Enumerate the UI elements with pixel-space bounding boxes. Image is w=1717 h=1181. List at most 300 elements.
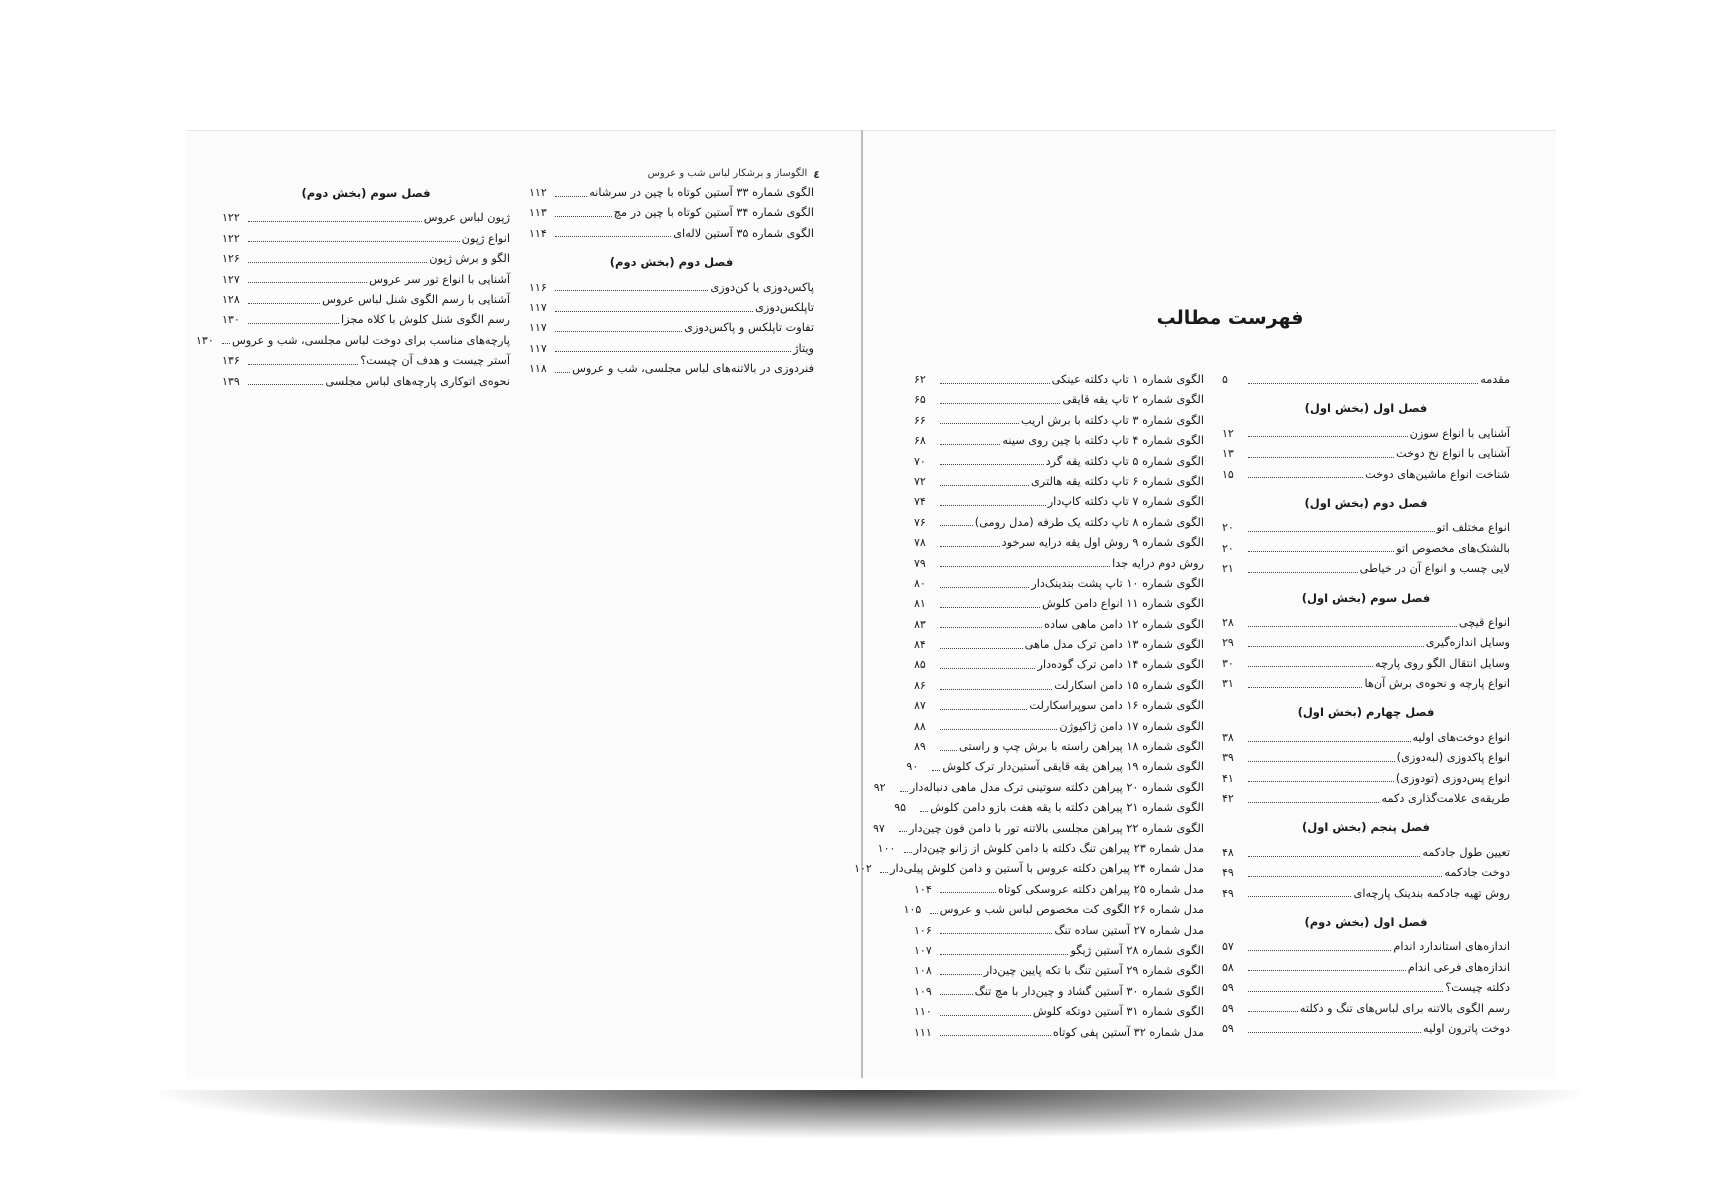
dot-leader bbox=[940, 525, 973, 526]
toc-entry-title: انواع مختلف اتو bbox=[1436, 521, 1510, 535]
toc-entry-page: ۲۹ bbox=[1222, 636, 1234, 650]
toc-entry-title: الگوی شماره ۱۹ پیراهن یقه قایقی آستین‌دار ترک کلوش bbox=[942, 760, 1204, 774]
toc-entry-title: الگوی شماره ۳۴ آستین کوتاه با چین در مچ bbox=[613, 206, 814, 220]
toc-entry[interactable] bbox=[1222, 978, 1510, 998]
dot-leader bbox=[248, 303, 320, 304]
dot-leader bbox=[555, 216, 612, 217]
toc-entry[interactable] bbox=[529, 224, 814, 244]
toc-entry-title: دکلته چیست؟ bbox=[1445, 981, 1510, 995]
dot-leader bbox=[940, 505, 1046, 506]
toc-entry[interactable] bbox=[222, 310, 510, 330]
toc-entry-page: ۸۰ bbox=[914, 576, 926, 590]
toc-entry-page: ۱۰۸ bbox=[914, 964, 932, 978]
toc-entry[interactable] bbox=[914, 615, 1204, 635]
toc-entry-title: الگوی شماره ۴ تاپ دکلته با چین روی سینه bbox=[1002, 434, 1204, 448]
toc-entry-page: ۲۱ bbox=[1222, 562, 1234, 576]
dot-leader bbox=[1248, 761, 1395, 762]
dot-leader bbox=[1248, 876, 1442, 877]
dot-leader bbox=[880, 872, 888, 873]
toc-entry[interactable] bbox=[914, 982, 1204, 1002]
toc-entry[interactable] bbox=[914, 390, 1204, 410]
dot-leader bbox=[1248, 991, 1443, 992]
toc-entry-title: روش تهیه جادکمه بندینک پارچه‌ای bbox=[1353, 886, 1510, 900]
toc-entry-title: الگوی شماره ۱۵ دامن اسکارلت bbox=[1054, 678, 1204, 692]
toc-entry[interactable] bbox=[914, 1023, 1204, 1043]
toc-entry[interactable] bbox=[903, 900, 1204, 920]
toc-entry-page: ۱۳۰ bbox=[196, 333, 214, 347]
toc-entry-title: وسایل انتقال الگو روی پارچه bbox=[1375, 656, 1510, 670]
toc-entry-page: ۱۱۷ bbox=[529, 300, 547, 314]
dot-leader bbox=[1248, 687, 1362, 688]
toc-entry[interactable] bbox=[529, 339, 814, 359]
toc-entry-page: ۵۸ bbox=[1222, 960, 1234, 974]
toc-entry-title: انواع دوخت‌های اولیه bbox=[1412, 730, 1510, 744]
toc-entry-page: ۷۸ bbox=[914, 536, 926, 550]
toc-entry-title: الگوی شماره ۶ تاپ دکلته یقه هالتری bbox=[1030, 474, 1204, 488]
toc-entry[interactable] bbox=[914, 594, 1204, 614]
toc-entry-page: ۱۰۷ bbox=[914, 943, 932, 957]
dot-leader bbox=[1248, 531, 1435, 532]
toc-section-heading: فصل دوم (بخش دوم) bbox=[609, 255, 734, 270]
toc-entry[interactable] bbox=[1222, 884, 1510, 904]
toc-entry-title: مدل شماره ۲۳ پیراهن تنگ دکلته با دامن کلوش از زانو چین‌دار bbox=[913, 841, 1204, 855]
dot-leader bbox=[940, 1015, 1031, 1016]
toc-entry-page: ۱۱۴ bbox=[529, 226, 547, 240]
toc-entry-title: اندازه‌های فرعی اندام bbox=[1407, 960, 1510, 974]
toc-entry[interactable] bbox=[914, 941, 1204, 961]
toc-entry[interactable] bbox=[877, 839, 1204, 859]
toc-entry-page: ۴۹ bbox=[1222, 866, 1234, 880]
toc-entry-page: ۶۲ bbox=[914, 373, 926, 386]
toc-entry[interactable] bbox=[1222, 518, 1510, 538]
dot-leader bbox=[940, 607, 1040, 608]
toc-entry-title: مقدمه bbox=[1480, 373, 1510, 386]
dot-leader bbox=[1248, 1032, 1421, 1033]
dot-leader bbox=[222, 343, 230, 344]
toc-entry-title: تعیین طول جادکمه bbox=[1422, 845, 1510, 859]
toc-entry[interactable] bbox=[529, 183, 814, 203]
toc-entry[interactable] bbox=[196, 331, 510, 351]
toc-section-heading: فصل پنجم (بخش اول) bbox=[1302, 820, 1430, 835]
toc-entry-page: ۱۲ bbox=[1222, 426, 1234, 440]
toc-entry-title: الگوی شماره ۱۸ پیراهن راسته با برش چپ و راستی bbox=[959, 740, 1204, 754]
toc-entry-page: ۱۰۹ bbox=[914, 984, 932, 998]
toc-entry[interactable] bbox=[906, 757, 1204, 777]
toc-entry-page: ۳۸ bbox=[1222, 730, 1234, 744]
toc-entry-title: انواع ژپون bbox=[461, 231, 510, 245]
toc-entry[interactable] bbox=[1222, 633, 1510, 653]
toc-entry[interactable] bbox=[873, 778, 1204, 798]
toc-entry-page: ۱۱۸ bbox=[529, 362, 547, 376]
toc-entry-title: آشنایی با انواع تور سر عروس bbox=[369, 272, 510, 286]
toc-entry-page: ۷۹ bbox=[914, 556, 926, 570]
toc-entry-page: ۴۹ bbox=[1222, 886, 1234, 900]
toc-entry-page: ۵۷ bbox=[1222, 940, 1234, 954]
toc-entry-page: ۹۲ bbox=[873, 780, 886, 794]
toc-section-heading: فصل اول (بخش دوم) bbox=[1304, 914, 1428, 929]
dot-leader bbox=[1248, 781, 1394, 782]
toc-entry[interactable] bbox=[529, 278, 814, 298]
toc-entry-title: آستر چیست و هدف آن چیست؟ bbox=[360, 354, 510, 368]
toc-entry-title: دوخت پاترون اولیه bbox=[1423, 1021, 1510, 1035]
toc-entry[interactable] bbox=[222, 290, 510, 310]
toc-entry[interactable] bbox=[914, 655, 1204, 675]
toc-entry-title: رسم الگوی شنل کلوش با کلاه مجزا bbox=[341, 313, 510, 327]
toc-entry-title: آشنایی با رسم الگوی شنل لباس عروس bbox=[322, 292, 510, 306]
toc-column-center-left bbox=[529, 183, 814, 380]
toc-entry[interactable] bbox=[529, 203, 814, 223]
dot-leader bbox=[555, 311, 753, 312]
toc-entry[interactable] bbox=[914, 635, 1204, 655]
toc-entry-page: ۸۴ bbox=[914, 638, 926, 652]
toc-entry[interactable] bbox=[914, 696, 1204, 716]
dot-leader bbox=[1248, 551, 1394, 552]
dot-leader bbox=[248, 323, 339, 324]
toc-entry-page: ۷۴ bbox=[914, 495, 926, 509]
dot-leader bbox=[940, 403, 1060, 404]
dot-leader bbox=[1248, 950, 1391, 951]
dot-leader bbox=[940, 933, 1052, 934]
toc-entry-title: مدل شماره ۲۴ پیراهن دکلته عروس با آستین و دامن کلوش پیلی‌دار bbox=[890, 862, 1204, 876]
toc-entry-title: الگوی شماره ۳۱ آستین دوتکه کلوش bbox=[1032, 1005, 1204, 1019]
toc-entry-page: ۴۸ bbox=[1222, 845, 1234, 859]
toc-entry-page: ۱۲۷ bbox=[222, 272, 240, 286]
toc-entry-title: انواع پس‌دوزی (تودوزی) bbox=[1395, 771, 1510, 785]
toc-entry-page: ۷۲ bbox=[914, 474, 926, 488]
toc-entry-title: الگو و برش ژپون bbox=[429, 252, 510, 266]
toc-entry-title: الگوی شماره ۳۵ آستین لاله‌ای bbox=[673, 226, 814, 240]
toc-entry-page: ۱۱۱ bbox=[914, 1025, 932, 1039]
toc-entry-page: ۵۹ bbox=[1222, 981, 1234, 995]
toc-entry-page: ۸۱ bbox=[914, 597, 926, 611]
toc-entry[interactable] bbox=[1222, 559, 1510, 579]
toc-entry[interactable] bbox=[1222, 789, 1510, 809]
toc-section-heading: فصل چهارم (بخش اول) bbox=[1297, 705, 1435, 720]
dot-leader bbox=[1248, 1011, 1298, 1012]
toc-entry-page: ۱۳ bbox=[1222, 447, 1234, 461]
toc-entry[interactable] bbox=[914, 961, 1204, 981]
toc-entry-title: الگوی شماره ۲۱ پیراهن دکلته با یقه هفت بازو دامن کلوش bbox=[930, 801, 1204, 815]
toc-entry-page: ۸۶ bbox=[914, 678, 926, 692]
toc-entry[interactable] bbox=[529, 318, 814, 338]
toc-entry-title: الگوی شماره ۱۴ دامن ترک گوده‌دار bbox=[1037, 658, 1204, 672]
toc-entry-title: آشنایی با انواع سوزن bbox=[1409, 426, 1510, 440]
toc-entry-page: ۱۱۷ bbox=[529, 341, 547, 355]
toc-entry[interactable] bbox=[222, 372, 510, 392]
toc-entry-title: ژپون لباس عروس bbox=[423, 211, 510, 225]
toc-entry-page: ۱۲۸ bbox=[222, 292, 240, 306]
toc-entry[interactable] bbox=[872, 819, 1204, 839]
toc-entry-title: پارچه‌های مناسب برای دوخت لباس مجلسی، شب و عروس bbox=[232, 333, 510, 347]
dot-leader bbox=[940, 729, 1057, 730]
toc-entry-title: فنردوزی در بالاتنه‌های لباس مجلسی، شب و عروس bbox=[572, 362, 814, 376]
dot-leader bbox=[940, 1035, 1051, 1036]
dot-leader bbox=[248, 241, 460, 242]
dot-leader bbox=[555, 331, 682, 332]
toc-entry-title: الگوی شماره ۲۲ پیراهن مجلسی بالاتنه تور با دامن فون چین‌دار bbox=[908, 821, 1204, 835]
toc-entry[interactable] bbox=[1222, 728, 1510, 748]
toc-entry-title: نحوه‌ی اتوکاری پارچه‌های لباس مجلسی bbox=[325, 374, 510, 388]
toc-entry[interactable] bbox=[1222, 465, 1510, 485]
dot-leader bbox=[940, 587, 1029, 588]
toc-entry-page: ۱۳۹ bbox=[222, 374, 240, 388]
toc-column-right bbox=[1222, 370, 1510, 1039]
toc-entry[interactable] bbox=[914, 452, 1204, 472]
toc-entry-page: ۵ bbox=[1222, 373, 1228, 386]
toc-entry[interactable] bbox=[1222, 654, 1510, 674]
toc-entry-page: ۱۲۲ bbox=[222, 231, 240, 245]
toc-entry-title: وسایل اندازه‌گیری bbox=[1425, 636, 1510, 650]
toc-entry[interactable] bbox=[1222, 613, 1510, 633]
toc-entry-page: ۱۱۲ bbox=[529, 186, 547, 199]
toc-entry[interactable] bbox=[914, 472, 1204, 492]
dot-leader bbox=[940, 648, 1023, 649]
toc-entry[interactable] bbox=[914, 880, 1204, 900]
toc-entry-title: الگوی شماره ۳۰ آستین گشاد و چین‌دار با مچ تنگ bbox=[974, 984, 1204, 998]
toc-entry-page: ۹۷ bbox=[872, 821, 885, 835]
dot-leader bbox=[248, 364, 358, 365]
toc-entry-page: ۱۰۶ bbox=[914, 923, 932, 937]
toc-column-left bbox=[196, 183, 510, 392]
toc-section-heading: فصل سوم (بخش دوم) bbox=[301, 186, 431, 200]
toc-entry-page: ۱۰۲ bbox=[854, 862, 872, 876]
toc-entry-title: الگوی شماره ۱۶ دامن سوپراسکارلت bbox=[1029, 699, 1204, 713]
toc-entry[interactable] bbox=[529, 298, 814, 318]
dot-leader bbox=[248, 262, 427, 263]
toc-entry-page: ۱۰۰ bbox=[877, 841, 896, 855]
toc-entry[interactable] bbox=[914, 513, 1204, 533]
toc-entry[interactable] bbox=[222, 208, 510, 228]
toc-entry[interactable] bbox=[1222, 999, 1510, 1019]
toc-entry-page: ۱۰۵ bbox=[903, 903, 922, 917]
toc-entry-title: الگوی شماره ۱ تاپ دکلته عینکی bbox=[1051, 373, 1204, 386]
dot-leader bbox=[248, 282, 367, 283]
toc-entry-title: الگوی شماره ۱۰ تاپ پشت بندینک‌دار bbox=[1031, 576, 1204, 590]
toc-entry[interactable] bbox=[1222, 539, 1510, 559]
dot-leader bbox=[940, 750, 957, 751]
dot-leader bbox=[1248, 477, 1363, 478]
toc-entry[interactable] bbox=[1222, 958, 1510, 978]
toc-entry-page: ۱۳۰ bbox=[222, 313, 240, 327]
dot-leader bbox=[940, 994, 973, 995]
toc-entry-page: ۱۲۲ bbox=[222, 211, 240, 225]
toc-entry-title: روش دوم درایه جدا bbox=[1112, 556, 1204, 570]
toc-entry-title: الگوی شماره ۵ تاپ دکلته یقه گرد bbox=[1045, 454, 1204, 468]
toc-entry-page: ۸۷ bbox=[914, 699, 926, 713]
toc-entry-title: طریقه‌ی علامت‌گذاری دکمه bbox=[1381, 792, 1510, 806]
toc-entry-page: ۸۳ bbox=[914, 617, 926, 631]
dot-leader bbox=[1248, 626, 1457, 627]
toc-entry-page: ۴۱ bbox=[1222, 771, 1234, 785]
toc-entry-page: ۸۸ bbox=[914, 719, 926, 733]
toc-entry-title: الگوی شماره ۲۹ آستین تنگ با تکه پایین چین‌دار bbox=[983, 964, 1204, 978]
toc-entry-title: الگوی شماره ۲۰ پیراهن دکلته سوتینی ترک مدل ماهی دنباله‌دار bbox=[909, 780, 1204, 794]
dot-leader bbox=[920, 811, 928, 812]
toc-entry[interactable] bbox=[1222, 674, 1510, 694]
dot-leader bbox=[930, 913, 938, 914]
toc-entry[interactable] bbox=[222, 351, 510, 371]
running-title: الگوساز و برشکار لباس شب و عروس bbox=[647, 168, 808, 179]
toc-entry-title: تاپلکس‌دوزی bbox=[755, 300, 814, 314]
toc-entry-title: الگوی شماره ۲ تاپ یقه قایقی bbox=[1062, 393, 1204, 407]
toc-entry-page: ۱۵ bbox=[1222, 467, 1234, 481]
dot-leader bbox=[1248, 666, 1373, 667]
dot-leader bbox=[899, 831, 907, 832]
toc-entry[interactable] bbox=[914, 554, 1204, 574]
toc-entry-page: ۱۰۴ bbox=[914, 882, 932, 896]
toc-entry-title: الگوی شماره ۸ تاپ دکلته یک طرفه (مدل رومی) bbox=[974, 515, 1204, 529]
toc-entry-page: ۱۱۶ bbox=[529, 280, 547, 294]
toc-entry-page: ۹۵ bbox=[894, 801, 907, 815]
toc-section-heading: فصل اول (بخش اول) bbox=[1304, 401, 1428, 416]
dot-leader bbox=[555, 236, 671, 237]
toc-entry-page: ۴۲ bbox=[1222, 792, 1234, 806]
dot-leader bbox=[940, 383, 1050, 384]
dot-leader bbox=[940, 892, 996, 893]
toc-entry[interactable] bbox=[914, 717, 1204, 737]
dot-leader bbox=[555, 290, 708, 291]
dot-leader bbox=[940, 709, 1027, 710]
toc-entry-title: الگوی شماره ۱۱ انواع دامن کلوش bbox=[1042, 597, 1204, 611]
dot-leader bbox=[940, 423, 1019, 424]
toc-entry[interactable] bbox=[914, 431, 1204, 451]
toc-entry[interactable] bbox=[1222, 1019, 1510, 1039]
toc-section-heading: فصل سوم (بخش اول) bbox=[1301, 590, 1431, 605]
toc-entry-page: ۲۰ bbox=[1222, 521, 1234, 535]
dot-leader bbox=[1248, 436, 1408, 437]
toc-entry[interactable] bbox=[222, 270, 510, 290]
toc-entry[interactable] bbox=[1222, 370, 1510, 390]
toc-entry-title: انواع پارچه و نحوه‌ی برش آن‌ها bbox=[1364, 677, 1510, 691]
dot-leader bbox=[1248, 572, 1358, 573]
book-shadow bbox=[160, 1090, 1580, 1138]
toc-entry-title: الگوی شماره ۳۳ آستین کوتاه با چین در سرشانه bbox=[589, 186, 814, 199]
toc-entry[interactable] bbox=[1222, 424, 1510, 444]
dot-leader bbox=[1248, 457, 1394, 458]
toc-entry-page: ۷۶ bbox=[914, 515, 926, 529]
dot-leader bbox=[940, 954, 1068, 955]
toc-entry[interactable] bbox=[894, 798, 1204, 818]
toc-entry-page: ۳۰ bbox=[1222, 656, 1234, 670]
toc-entry[interactable] bbox=[1222, 769, 1510, 789]
toc-entry[interactable] bbox=[914, 533, 1204, 553]
toc-entry-page: ۹۰ bbox=[906, 760, 919, 774]
toc-entry[interactable] bbox=[914, 921, 1204, 941]
toc-entry-title: دوخت جادکمه bbox=[1444, 866, 1510, 880]
toc-entry-page: ۱۱۷ bbox=[529, 321, 547, 335]
dot-leader bbox=[940, 689, 1052, 690]
dot-leader bbox=[940, 566, 1110, 567]
toc-entry-page: ۶۸ bbox=[914, 434, 926, 448]
dot-leader bbox=[904, 852, 912, 853]
toc-entry-title: الگوی شماره ۷ تاپ دکلته کاپ‌دار bbox=[1047, 495, 1204, 509]
toc-entry-page: ۳۱ bbox=[1222, 677, 1234, 691]
toc-entry[interactable] bbox=[914, 411, 1204, 431]
toc-entry[interactable] bbox=[222, 229, 510, 249]
dot-leader bbox=[1248, 383, 1478, 384]
toc-entry-title: مدل شماره ۲۵ پیراهن دکلته عروسکی کوتاه bbox=[997, 882, 1204, 896]
toc-entry-page: ۵۹ bbox=[1222, 1001, 1234, 1015]
toc-entry-title: مدل شماره ۲۶ الگوی کت مخصوص لباس شب و عروس bbox=[939, 903, 1204, 917]
toc-entry-title: لایی چسب و انواع آن در خیاطی bbox=[1359, 562, 1510, 576]
toc-entry[interactable] bbox=[1222, 444, 1510, 464]
toc-entry-title: شناخت انواع ماشین‌های دوخت bbox=[1365, 467, 1510, 481]
dot-leader bbox=[555, 351, 791, 352]
toc-entry[interactable] bbox=[914, 574, 1204, 594]
toc-entry[interactable] bbox=[914, 492, 1204, 512]
toc-entry-title: مدل شماره ۳۲ آستین پفی کوتاه bbox=[1052, 1025, 1204, 1039]
toc-entry-title: رسم الگوی بالاتنه برای لباس‌های تنگ و دکلته bbox=[1299, 1001, 1510, 1015]
dot-leader bbox=[940, 668, 1035, 669]
toc-entry-page: ۸۹ bbox=[914, 740, 926, 754]
toc-entry-page: ۶۵ bbox=[914, 393, 926, 407]
toc-entry-page: ۵۹ bbox=[1222, 1021, 1234, 1035]
dot-leader bbox=[1248, 856, 1420, 857]
toc-entry[interactable] bbox=[914, 370, 1204, 390]
toc-entry[interactable] bbox=[914, 1002, 1204, 1022]
page-number: ٤ bbox=[813, 168, 820, 181]
dot-leader bbox=[248, 384, 323, 385]
toc-entry[interactable] bbox=[1222, 843, 1510, 863]
toc-entry[interactable] bbox=[1222, 748, 1510, 768]
toc-entry-title: اندازه‌های استاندارد اندام bbox=[1393, 940, 1510, 954]
toc-entry-title: الگوی شماره ۲۸ آستین ژیگو bbox=[1070, 943, 1204, 957]
toc-entry[interactable] bbox=[1222, 863, 1510, 883]
toc-entry-title: بالشتک‌های مخصوص اتو bbox=[1396, 541, 1510, 555]
toc-entry-title: الگوی شماره ۱۳ دامن ترک مدل ماهی bbox=[1024, 638, 1204, 652]
dot-leader bbox=[555, 372, 570, 373]
toc-column-center-right bbox=[854, 370, 1204, 1043]
dot-leader bbox=[940, 627, 1042, 628]
dot-leader bbox=[1248, 970, 1406, 971]
toc-entry-title: آشنایی با انواع نخ دوخت bbox=[1396, 447, 1510, 461]
toc-entry[interactable] bbox=[914, 737, 1204, 757]
dot-leader bbox=[940, 444, 1000, 445]
dot-leader bbox=[555, 196, 587, 197]
toc-entry-title: انواع پاکدوزی (لبه‌دوزی) bbox=[1396, 751, 1510, 765]
toc-entry-page: ۳۹ bbox=[1222, 751, 1234, 765]
toc-entry-page: ۲۰ bbox=[1222, 541, 1234, 555]
toc-entry[interactable] bbox=[529, 359, 814, 379]
dot-leader bbox=[932, 770, 940, 771]
toc-entry[interactable] bbox=[1222, 937, 1510, 957]
toc-entry-title: تفاوت تاپلکس و پاکس‌دوزی bbox=[684, 321, 814, 335]
toc-entry-page: ۱۳۶ bbox=[222, 354, 240, 368]
dot-leader bbox=[1248, 802, 1379, 803]
dot-leader bbox=[940, 546, 1000, 547]
toc-entry-page: ۱۲۶ bbox=[222, 252, 240, 266]
toc-entry-title: الگوی شماره ۹ روش اول یقه درایه سرخود bbox=[1001, 536, 1204, 550]
toc-entry-title: ویتاژ bbox=[793, 341, 814, 355]
running-header bbox=[647, 168, 820, 182]
toc-entry-title: پاکس‌دوزی یا کن‌دوزی bbox=[710, 280, 814, 294]
dot-leader bbox=[940, 974, 982, 975]
toc-entry-page: ۷۰ bbox=[914, 454, 926, 468]
toc-entry[interactable] bbox=[914, 676, 1204, 696]
toc-entry-title: انواع قیچی bbox=[1458, 615, 1510, 629]
toc-entry[interactable] bbox=[222, 249, 510, 269]
toc-section-heading: فصل دوم (بخش اول) bbox=[1304, 495, 1428, 510]
dot-leader bbox=[1248, 741, 1411, 742]
toc-entry-page: ۸۵ bbox=[914, 658, 926, 672]
dot-leader bbox=[248, 221, 422, 222]
toc-entry[interactable] bbox=[854, 859, 1204, 879]
toc-entry-page: ۶۶ bbox=[914, 413, 926, 427]
dot-leader bbox=[940, 485, 1029, 486]
toc-title: فهرست مطالب bbox=[1156, 307, 1304, 329]
toc-entry-title: مدل شماره ۲۷ آستین ساده تنگ bbox=[1054, 923, 1204, 937]
dot-leader bbox=[1248, 896, 1351, 897]
